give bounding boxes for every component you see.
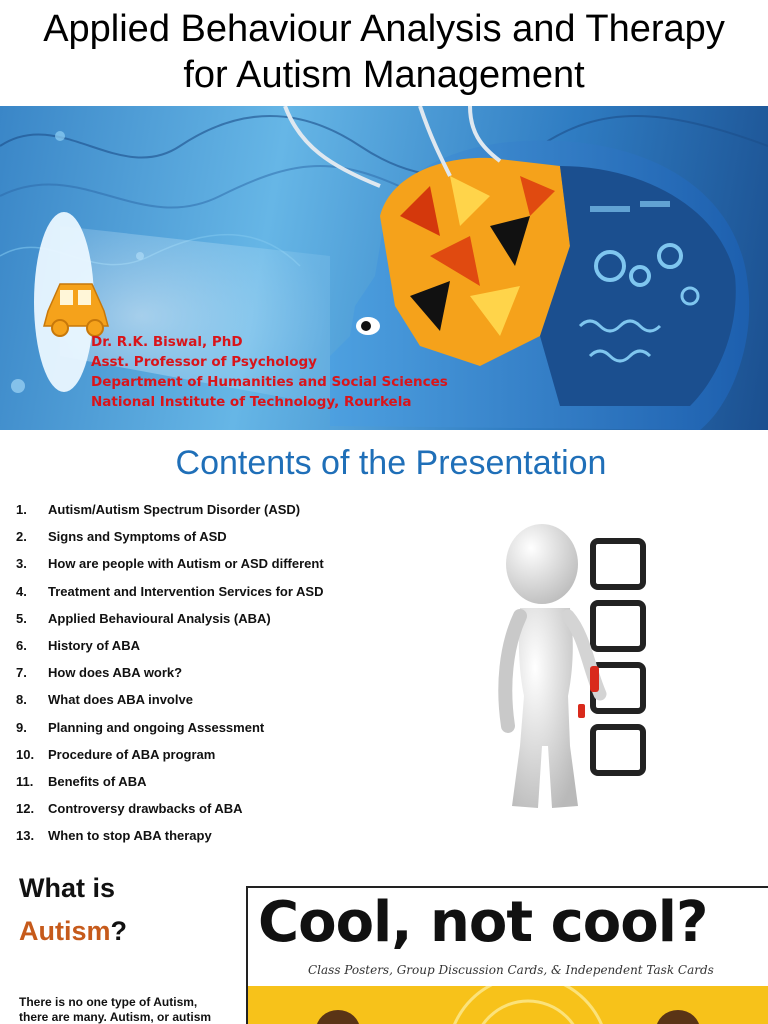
contents-title: Contents of the Presentation <box>175 444 607 482</box>
author-institute: National Institute of Technology, Rourkela <box>91 394 412 410</box>
checkbox-icon <box>593 603 643 649</box>
body-text <box>19 995 239 1024</box>
list-item: 4. Treatment and Intervention Services for ASD <box>16 583 324 599</box>
title-slide <box>0 0 768 432</box>
list-item: 7. How does ABA work? <box>16 665 183 681</box>
heading-autism-word: Autism <box>19 916 111 946</box>
poster-illustration <box>248 986 768 1024</box>
contents-slide <box>0 436 768 864</box>
list-item: 10. Procedure of ABA program <box>16 746 216 762</box>
list-item: 1. Autism/Autism Spectrum Disorder (ASD) <box>16 502 301 517</box>
poster-title: Cool, not cool? <box>258 890 708 955</box>
list-item: 5. Applied Behavioural Analysis (ABA) <box>16 610 271 626</box>
poster-illustration-band <box>248 986 768 1024</box>
title-line-1: Applied Behaviour Analysis and Therapy <box>43 8 725 50</box>
list-item: 2. Signs and Symptoms of ASD <box>16 529 227 545</box>
author-department: Department of Humanities and Social Sciences <box>91 374 448 390</box>
author-block <box>91 332 448 412</box>
list-item: 11. Benefits of ABA <box>16 773 147 789</box>
heading-question-mark: ? <box>110 916 128 946</box>
author-position: Asst. Professor of Psychology <box>91 354 317 370</box>
list-item: 13. When to stop ABA therapy <box>16 828 212 844</box>
list-item: 9. Planning and ongoing Assessment <box>16 719 265 735</box>
heading-line-1: What is <box>19 873 116 903</box>
what-is-autism-slide <box>0 864 768 1024</box>
slide-title <box>0 6 768 98</box>
title-line-2: for Autism Management <box>183 54 585 96</box>
list-item: 12. Controversy drawbacks of ABA <box>16 801 243 817</box>
body-line-2: there are many. Autism, or autism <box>19 1010 212 1024</box>
heading-line-2 <box>19 916 127 947</box>
poster-subtitle: Class Posters, Group Discussion Cards, & Independent Task Cards <box>308 963 714 977</box>
body-line-1: There is no one type of Autism, <box>19 995 198 1009</box>
checkbox-icon <box>593 541 643 587</box>
author-name: Dr. R.K. Biswal, PhD <box>91 334 243 350</box>
list-item: 3. How are people with Autism or ASD different <box>16 556 324 572</box>
cool-not-cool-poster <box>246 886 768 1024</box>
list-item: 8. What does ABA involve <box>16 692 193 708</box>
brain-illustration-banner <box>0 106 768 430</box>
checkbox-icon <box>593 727 643 773</box>
marker-icon <box>590 666 599 692</box>
checklist-figure-illustration <box>490 516 660 836</box>
contents-list <box>16 502 324 855</box>
list-item: 6. History of ABA <box>16 637 140 653</box>
